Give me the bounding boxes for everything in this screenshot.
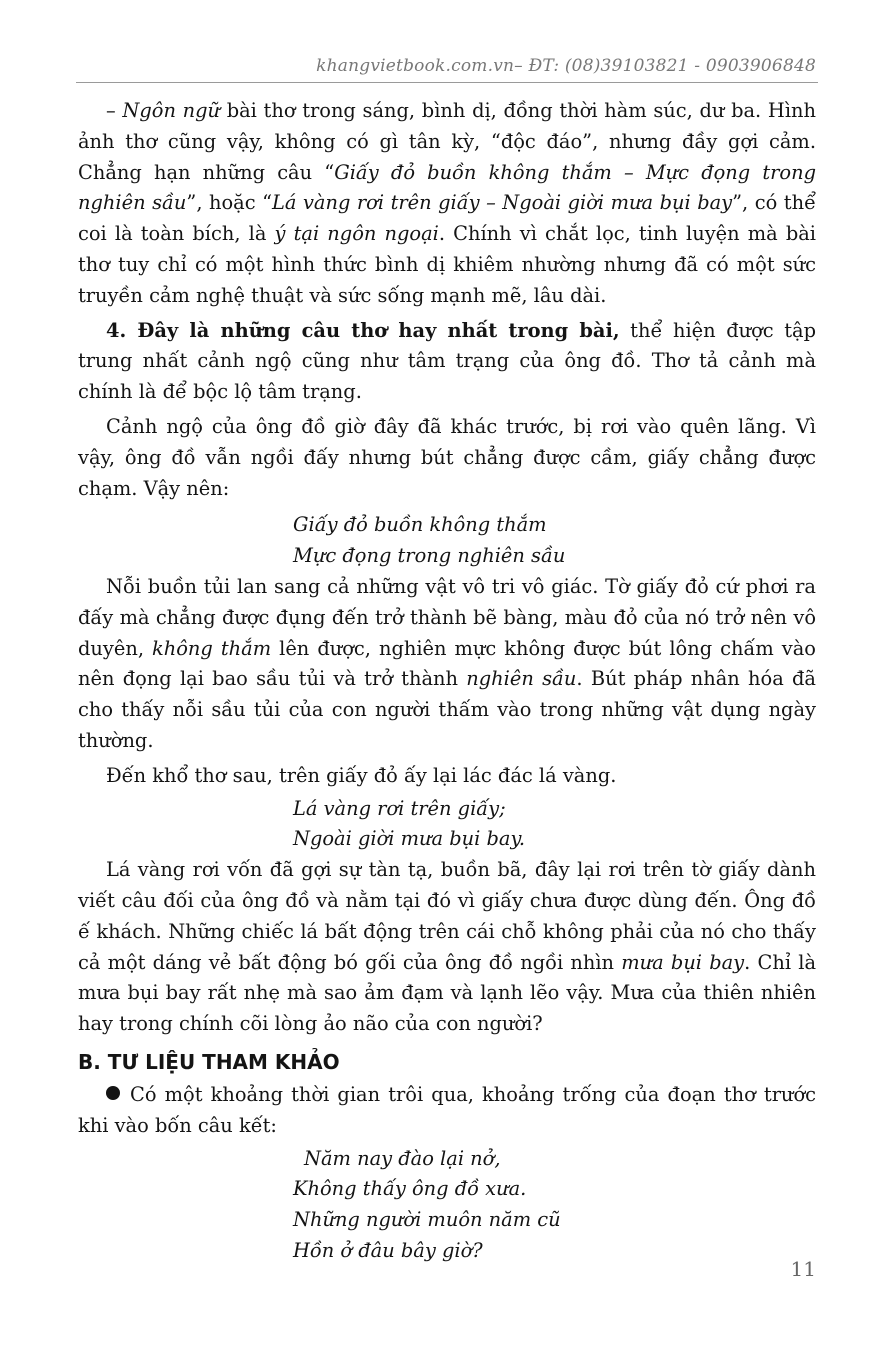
italic-run: ý tại ngôn ngoại xyxy=(274,222,439,246)
text-run: . Bút pháp nhân hóa đã cho thấy nỗi sầu tủi của con người thấm vào trong những vật dụng ngày thường. xyxy=(78,667,816,752)
text-run: Nỗi buồn tủi lan sang cả những vật vô tri vô giác. Tờ giấy đỏ cứ phơi ra đấy mà chẳng được đụng đến trở thành bẽ bàng, màu đỏ của nó trở nên vô duyên, xyxy=(78,574,816,660)
italic-run: mưa bụi bay xyxy=(621,950,745,974)
verse-line: Mực đọng trong nghiên sầu xyxy=(293,544,566,568)
verse-line: Năm nay đào lại nở, xyxy=(304,1146,501,1170)
verse-line: Những người muôn năm cũ xyxy=(293,1208,561,1232)
verse-line: Giấy đỏ buồn không thắm xyxy=(293,513,547,537)
verse-line: Ngoài giời mưa bụi bay. xyxy=(293,827,526,851)
italic-quote: Lá vàng rơi trên giấy – Ngoài giời mưa bụi bay xyxy=(272,191,733,215)
bullet-icon xyxy=(106,1086,120,1100)
text-run: – xyxy=(106,99,123,122)
section-heading: B. TƯ LIỆU THAM KHẢO xyxy=(78,1049,340,1074)
paragraph-situation: Cảnh ngộ của ông đồ giờ đây đã khác trước, bị rơi vào quên lãng. Vì vậy, ông đồ vẫn ngồi đấy nhưng bút chẳng được cầm, giấy chẳng được chạm. Vậy nên: xyxy=(78,414,816,500)
page-number: 11 xyxy=(790,1257,816,1281)
paragraph-bullet xyxy=(78,1080,816,1142)
bold-lead: 4. Đây là những câu thơ hay nhất trong bài, xyxy=(106,318,620,342)
paragraph-sadness xyxy=(78,572,816,757)
verse-line: Hồn ở đâu bây giờ? xyxy=(293,1238,483,1262)
italic-quote: Giấy đỏ buồn không thắm – Mực đọng trong nghiên sầu xyxy=(78,160,816,215)
header-rule xyxy=(76,82,818,83)
paragraph-language xyxy=(78,96,816,312)
text-run: Lá vàng rơi vốn đã gợi sự tàn tạ, buồn bã, đây lại rơi trên tờ giấy dành viết câu đối của ông đồ và nằm tại đó vì giấy chưa được dùng đến. Ông đồ ế khách. Những chiếc lá bất động trên cái chỗ không phải của nó cho thấy cả một dáng vẻ bất động bó gối của ông đồ ngồi nhìn xyxy=(78,858,816,974)
running-header: khangvietbook.com.vn– ĐT: (08)39103821 - 0903906848 xyxy=(316,56,816,76)
verse-line: Không thấy ông đồ xưa. xyxy=(293,1177,527,1201)
paragraph-yellow-leaves xyxy=(78,855,816,1040)
page-body xyxy=(78,96,816,1267)
text-run: bài thơ trong sáng, bình dị, đồng thời hàm súc, dư ba. Hình ảnh thơ cũng vậy, không có gì tân kỳ, “độc đáo”, nhưng đầy gợi cảm. Chẳng hạn những câu “ xyxy=(78,99,816,184)
verse-line: Lá vàng rơi trên giấy; xyxy=(293,796,506,820)
text-run: ”, có thể coi là toàn bích, là xyxy=(78,191,816,246)
text-run: lên được, nghiên mực không được bút lông chấm vào nên đọng lại bao sầu tủi và trở thành xyxy=(78,636,816,691)
text-run: Có một khoảng thời gian trôi qua, khoảng trống của đoạn thơ trước khi vào bốn câu kết: xyxy=(78,1082,816,1137)
italic-run: nghiên sầu xyxy=(466,667,577,691)
paragraph-best-verses xyxy=(78,316,816,408)
text-run: thể hiện được tập trung nhất cảnh ngộ cũng như tâm trạng của ông đồ. Thơ tả cảnh mà chính là để bộc lộ tâm trạng. xyxy=(78,318,816,404)
paragraph-next-stanza: Đến khổ thơ sau, trên giấy đỏ ấy lại lác đác lá vàng. xyxy=(106,763,617,787)
text-run: ”, hoặc “ xyxy=(186,191,273,215)
italic-run: Ngôn ngữ xyxy=(122,99,221,122)
text-run: . Chính vì chắt lọc, tinh luyện mà bài thơ tuy chỉ có một hình thức bình dị khiêm nhường nhưng đã có một sức truyền cảm nghệ thuật và sức sống mạnh mẽ, lâu dài. xyxy=(78,222,816,307)
text-run: . Chỉ là mưa bụi bay rất nhẹ mà sao ảm đạm và lạnh lẽo vậy. Mưa của thiên nhiên hay trong chính cõi lòng ảo não của con người? xyxy=(78,950,816,1036)
italic-run: không thắm xyxy=(152,636,272,660)
